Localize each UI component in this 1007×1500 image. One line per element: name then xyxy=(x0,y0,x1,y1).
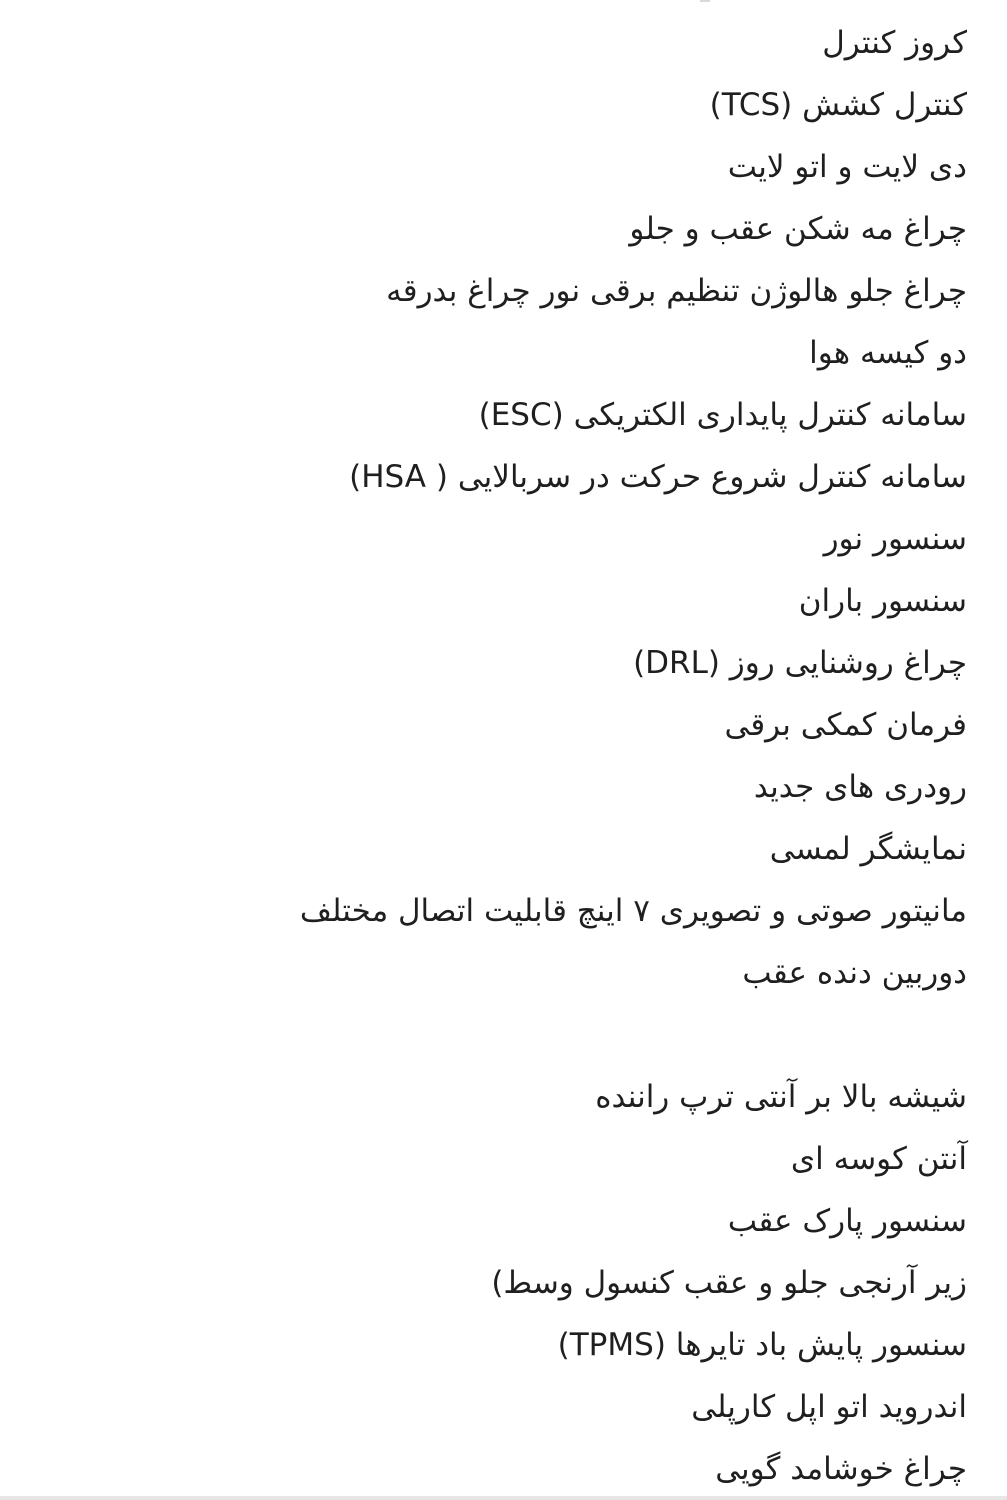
feature-item-new-door-panels: رودری های جدید xyxy=(753,769,967,805)
feature-item-android-auto-carplay: اندروید اتو اپل کارپلی xyxy=(691,1389,967,1425)
feature-list xyxy=(27,12,967,1500)
feature-item-drl: چراغ روشنایی روز (DRL) xyxy=(633,645,967,681)
feature-item-touch-display: نمایشگر لمسی xyxy=(769,831,967,867)
feature-item-anti-trap-window: شیشه بالا بر آنتی ترپ راننده xyxy=(595,1079,967,1115)
feature-item-hsa: سامانه کنترل شروع حرکت در سربالایی ( HSA) xyxy=(349,459,967,495)
feature-item-power-steering: فرمان کمکی برقی xyxy=(724,707,967,743)
feature-item-cruise-control: کروز کنترل xyxy=(822,25,967,61)
feature-item-light-sensor: سنسور نور xyxy=(823,521,967,557)
feature-item-welcome-light: چراغ خوشامد گویی xyxy=(715,1451,967,1487)
top-edge-mark xyxy=(700,0,710,2)
blank-line xyxy=(27,1004,967,1066)
feature-item-rear-park-sensor: سنسور پارک عقب xyxy=(727,1203,967,1239)
feature-item-shark-antenna: آنتن کوسه ای xyxy=(790,1141,967,1177)
bottom-edge-bar xyxy=(0,1496,1007,1500)
feature-item-monitor: مانیتور صوتی و تصویری ۷ اینچ قابلیت اتصال مختلف xyxy=(299,893,967,929)
feature-item-esc: سامانه کنترل پایداری الکتریکی (ESC) xyxy=(478,397,967,433)
feature-item-rain-sensor: سنسور باران xyxy=(798,583,967,619)
feature-item-fog-lights: چراغ مه شکن عقب و جلو xyxy=(629,211,967,247)
feature-item-daylight-autolight: دی لایت و اتو لایت xyxy=(727,149,967,185)
feature-item-rear-camera: دوربین دنده عقب xyxy=(742,955,967,991)
feature-item-traction-control: کنترل کشش (TCS) xyxy=(709,87,967,123)
feature-item-airbags: دو کیسه هوا xyxy=(809,335,967,371)
feature-item-armrest: زیر آرنجی جلو و عقب کنسول وسط) xyxy=(491,1265,967,1301)
feature-item-halogen-headlights: چراغ جلو هالوژن تنظیم برقی نور چراغ بدرقه xyxy=(386,273,967,309)
feature-item-tpms: سنسور پایش باد تایرها (TPMS) xyxy=(557,1327,967,1363)
